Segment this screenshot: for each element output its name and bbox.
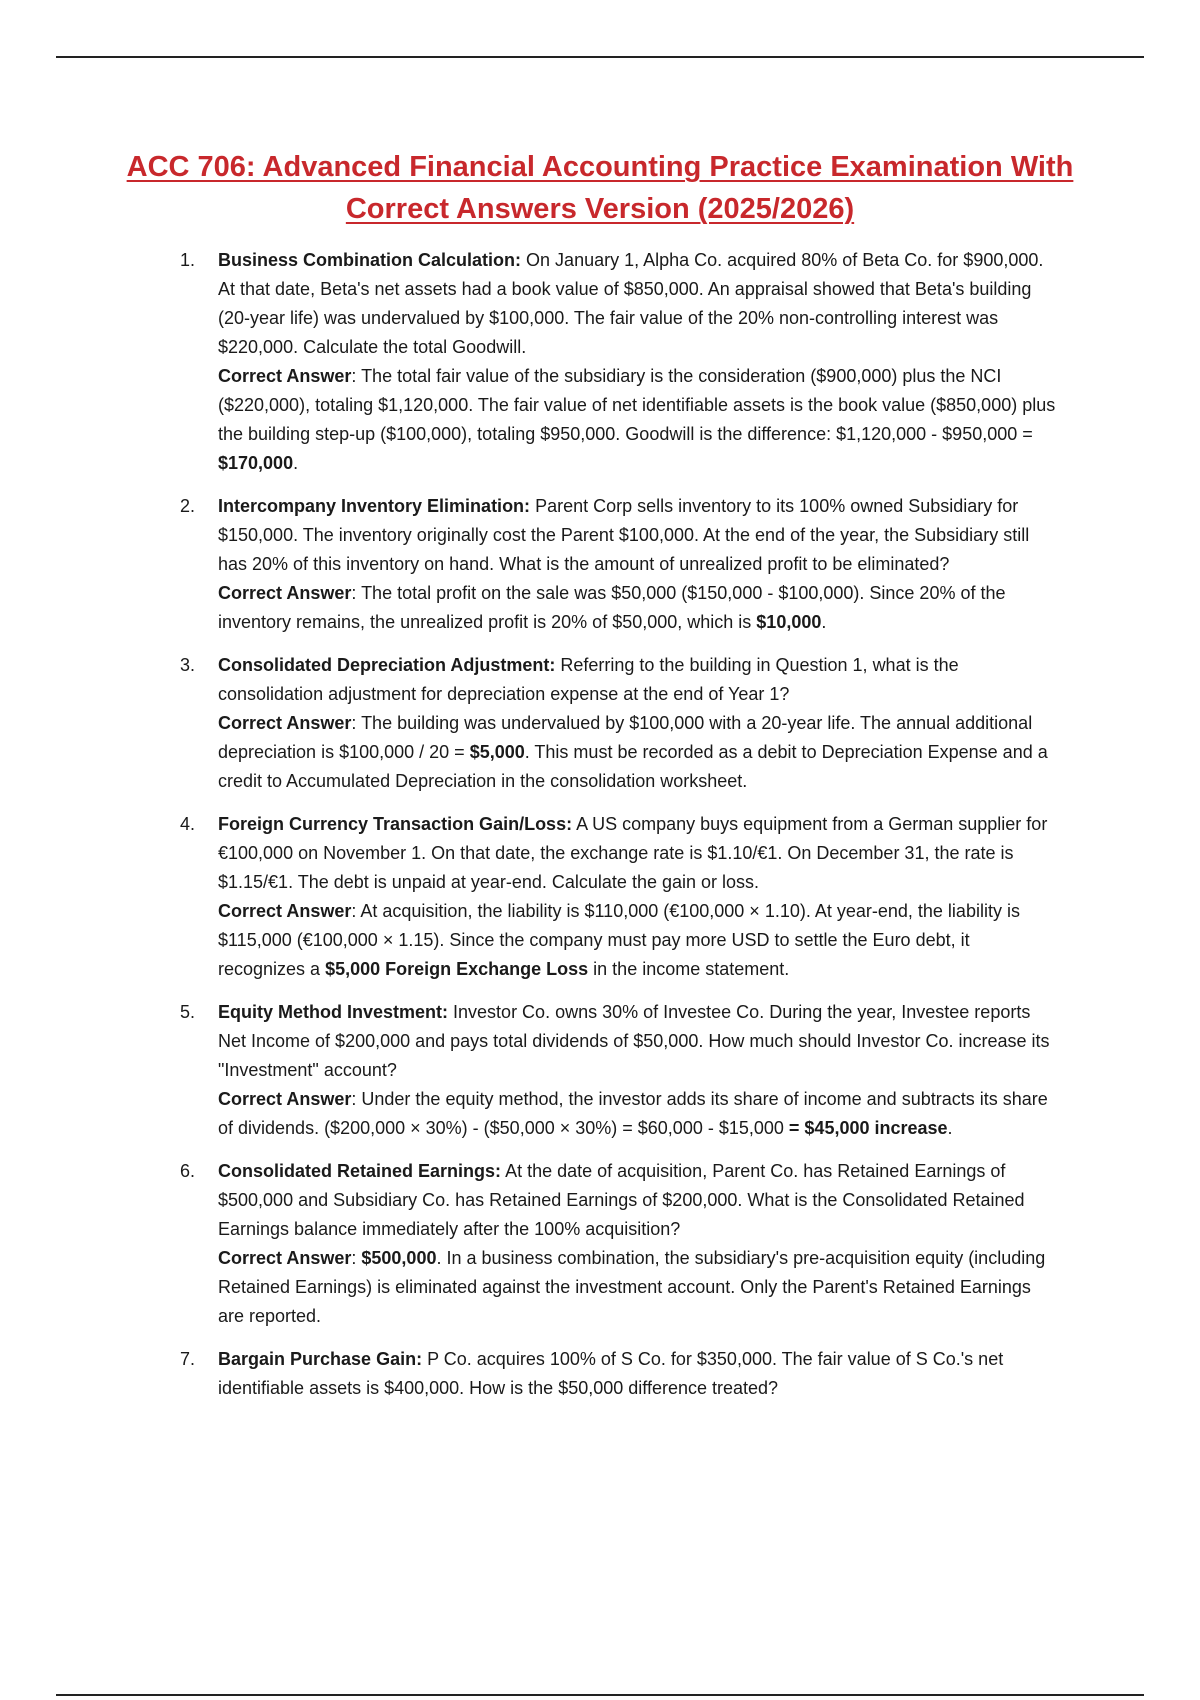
question-text <box>218 651 1060 709</box>
question-item <box>176 492 1060 637</box>
question-number: 6. <box>180 1161 196 1181</box>
question-list <box>176 246 1060 1417</box>
question-body: P Co. acquires 100% of S Co. for $350,000. The fair value of S Co.'s net identifiable assets is $400,000. How is the $50,000 difference treated? <box>218 1349 1004 1398</box>
question-body: At the date of acquisition, Parent Co. has Retained Earnings of $500,000 and Subsidiary Co. has Retained Earnings of $200,000. What is the Consolidated Retained Earnings balance immediately after the 100% acquisition? <box>218 1161 1025 1239</box>
answer-label: Correct Answer <box>218 901 352 921</box>
question-item <box>176 1345 1060 1403</box>
answer-tail: . <box>293 453 299 473</box>
question-item <box>176 1157 1060 1331</box>
question-number: 3. <box>180 655 196 675</box>
answer-tail: in the income statement. <box>588 959 790 979</box>
question-heading: Foreign Currency Transaction Gain/Loss: <box>218 814 573 834</box>
question-text <box>218 998 1060 1085</box>
answer-label: Correct Answer <box>218 583 352 603</box>
answer-highlight: = $45,000 increase <box>788 1118 948 1138</box>
answer-body: The total fair value of the subsidiary is the consideration ($900,000) plus the NCI ($220,000), totaling $1,120,000. The fair value of net identifiable assets is the book value ($850,000) plus the building step-up ($100,000), totaling $950,000. Goodwill is the difference: $1,120,000 - $950,000 = <box>218 366 1056 444</box>
answer-text: Correct Answer: $500,000. In a business combination, the subsidiary's pre-acquisition equity (including Retained Earnings) is eliminated against the investment account. Only the Parent's Retained Earnings are reported. <box>218 1248 1046 1326</box>
answer-label: Correct Answer <box>218 713 352 733</box>
question-body: Investor Co. owns 30% of Investee Co. During the year, Investee reports Net Income of $200,000 and pays total dividends of $50,000. How much should Investor Co. increase its "Investment" account? <box>218 1002 1050 1080</box>
answer-label: Correct Answer <box>218 1248 352 1268</box>
answer-tail: . This must be recorded as a debit to Depreciation Expense and a credit to Accumulated Depreciation in the consolidation worksheet. <box>218 742 1048 791</box>
question-number: 4. <box>180 814 196 834</box>
answer-highlight: $170,000 <box>218 453 294 473</box>
answer-highlight: $10,000 <box>756 612 822 632</box>
answer-label: Correct Answer <box>218 366 352 386</box>
answer-text: Correct Answer: The total fair value of the subsidiary is the consideration ($900,000) plus the NCI ($220,000), totaling $1,120,000. The fair value of net identifiable assets is the book value ($850,000) plus the building step-up ($100,000), totaling $950,000. Goodwill is the difference: $1,120,000 - $950,000 = $170,000. <box>218 366 1056 473</box>
title-line-2: Correct Answers Version (2025/2026) <box>345 193 855 225</box>
question-text <box>218 810 1060 897</box>
answer-tail: . In a business combination, the subsidiary's pre-acquisition equity (including Retained Earnings) is eliminated against the investment account. Only the Parent's Retained Earnings are reported. <box>218 1248 1046 1326</box>
question-heading: Business Combination Calculation: <box>218 250 522 270</box>
question-heading: Consolidated Retained Earnings: <box>218 1161 502 1181</box>
question-number: 5. <box>180 1002 196 1022</box>
question-heading: Equity Method Investment: <box>218 1002 449 1022</box>
answer-label: Correct Answer <box>218 1089 352 1109</box>
top-rule <box>56 56 1144 58</box>
bottom-rule <box>56 1694 1144 1696</box>
question-text <box>218 492 1060 579</box>
answer-tail: . <box>947 1118 953 1138</box>
answer-body: The total profit on the sale was $50,000 ($150,000 - $100,000). Since 20% of the inventory remains, the unrealized profit is 20% of $50,000, which is <box>218 583 1006 632</box>
title-line-1: ACC 706: Advanced Financial Accounting Practice Examination With <box>126 151 1074 183</box>
question-body: On January 1, Alpha Co. acquired 80% of Beta Co. for $900,000. At that date, Beta's net assets had a book value of $850,000. An appraisal showed that Beta's building (20-year life) was undervalued by $100,000. The fair value of the 20% non-controlling interest was $220,000. Calculate the total Goodwill. <box>218 250 1044 357</box>
question-text <box>218 246 1060 362</box>
question-item <box>176 810 1060 984</box>
question-body: Parent Corp sells inventory to its 100% owned Subsidiary for $150,000. The inventory originally cost the Parent $100,000. At the end of the year, the Subsidiary still has 20% of this inventory on hand. What is the amount of unrealized profit to be eliminated? <box>218 496 1030 574</box>
page-title <box>120 146 1080 230</box>
question-body: Referring to the building in Question 1, what is the consolidation adjustment for depreciation expense at the end of Year 1? <box>218 655 959 704</box>
question-number: 7. <box>180 1349 196 1369</box>
answer-text: Correct Answer: Under the equity method, the investor adds its share of income and subtracts its share of dividends. ($200,000 × 30%) - ($50,000 × 30%) = $60,000 - $15,000 = $45,000 increase. <box>218 1089 1048 1138</box>
question-heading: Consolidated Depreciation Adjustment: <box>218 655 556 675</box>
question-item <box>176 651 1060 796</box>
answer-body: The building was undervalued by $100,000 with a 20-year life. The annual additional depreciation is $100,000 / 20 = <box>218 713 1033 762</box>
answer-body: At acquisition, the liability is $110,000 (€100,000 × 1.10). At year-end, the liability is $115,000 (€100,000 × 1.15). Since the company must pay more USD to settle the Euro debt, it recognizes a <box>218 901 1020 979</box>
question-heading: Bargain Purchase Gain: <box>218 1349 423 1369</box>
answer-text: Correct Answer: The total profit on the sale was $50,000 ($150,000 - $100,000). Since 20% of the inventory remains, the unrealized profit is 20% of $50,000, which is $10,000. <box>218 583 1006 632</box>
question-item <box>176 998 1060 1143</box>
question-text <box>218 1157 1060 1244</box>
answer-tail: . <box>821 612 827 632</box>
answer-body: Under the equity method, the investor adds its share of income and subtracts its share of dividends. ($200,000 × 30%) - ($50,000 × 30%) = $60,000 - $15,000 <box>218 1089 1048 1138</box>
answer-text: Correct Answer: The building was undervalued by $100,000 with a 20-year life. The annual additional depreciation is $100,000 / 20 = $5,000. This must be recorded as a debit to Depreciation Expense and a credit to Accumulated Depreciation in the consolidation worksheet. <box>218 713 1048 791</box>
question-text <box>218 1345 1060 1403</box>
answer-highlight: $5,000 Foreign Exchange Loss <box>325 959 589 979</box>
answer-highlight: $500,000 <box>361 1248 437 1268</box>
question-heading: Intercompany Inventory Elimination: <box>218 496 531 516</box>
question-number: 1. <box>180 250 196 270</box>
question-body: A US company buys equipment from a German supplier for €100,000 on November 1. On that date, the exchange rate is $1.10/€1. On December 31, the rate is $1.15/€1. The debt is unpaid at year-end. Calculate the gain or loss. <box>218 814 1048 892</box>
answer-highlight: $5,000 <box>469 742 525 762</box>
question-number: 2. <box>180 496 196 516</box>
answer-text: Correct Answer: At acquisition, the liability is $110,000 (€100,000 × 1.10). At year-end, the liability is $115,000 (€100,000 × 1.15). Since the company must pay more USD to settle the Euro debt, it recognizes a $5,000 Foreign Exchange Loss in the income statement. <box>218 901 1020 979</box>
question-item <box>176 246 1060 478</box>
